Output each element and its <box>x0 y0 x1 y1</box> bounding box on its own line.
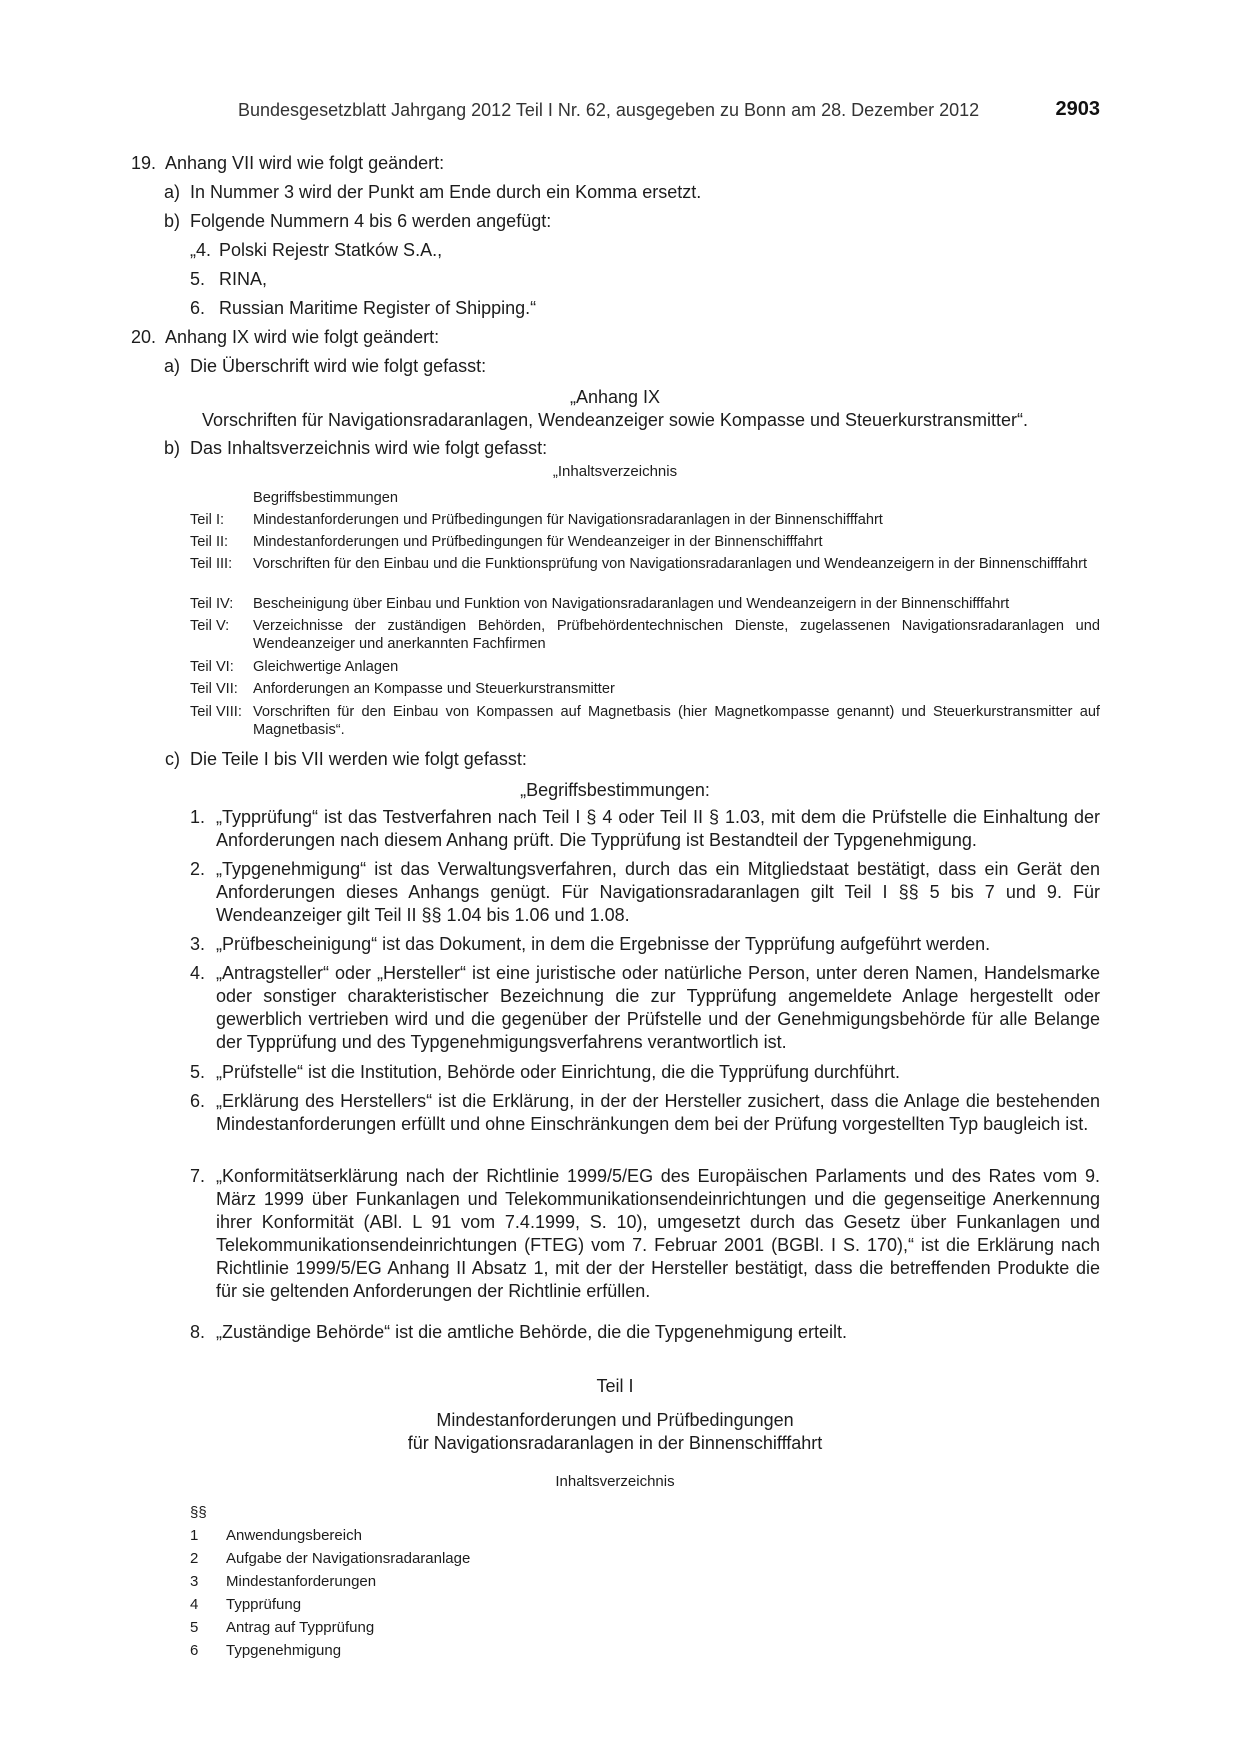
section-title: Typgenehmigung <box>226 1642 342 1659</box>
register-entry-number: „4. <box>190 240 212 260</box>
toc-label: Teil II: <box>190 534 229 550</box>
part-title: Teil I <box>596 1376 634 1396</box>
definitions-title: „Begriffsbestimmungen: <box>520 780 710 800</box>
toc-text: Vorschriften für den Einbau und die Funktionsprüfung von Navigationsradaranlagen und Wendeanzeigern in der Binnenschifffahrt <box>253 556 1088 572</box>
definition-number: 2. <box>190 859 206 879</box>
toc-label: Teil VII: <box>190 681 238 697</box>
register-entry-text: Polski Rejestr Statków S.A., <box>219 240 443 260</box>
toc-text: Gleichwertige Anlagen <box>253 659 399 675</box>
amendment-20c-label: c) <box>165 749 180 769</box>
page-number: 2903 <box>1055 98 1100 120</box>
register-entry-number: 5. <box>190 269 206 289</box>
toc-text: Mindestanforderungen und Prüfbedingungen für Wendeanzeiger in der Binnenschifffahrt <box>253 534 823 550</box>
definition-text: „Prüfbescheinigung“ ist das Dokument, in dem die Ergebnisse der Typprüfung aufgeführt werden. <box>216 934 991 954</box>
definition-text: „Typprüfung“ ist das Testverfahren nach Teil I § 4 oder Teil II § 1.03, mit dem die Prüfstelle die Einhaltung der Anforderungen nach diesem Anhang prüft. Die Typprüfung ist Bestandteil der Typgenehmigung. <box>216 807 1100 850</box>
definition-number: 8. <box>190 1322 206 1342</box>
toc-text: Vorschriften für den Einbau von Kompassen auf Magnetbasis (hier Magnetkompasse genannt) und Steuerkurstransmitter auf Magnetbasis“. <box>253 704 1100 738</box>
toc-text: Mindestanforderungen und Prüfbedingungen für Navigationsradaranlagen in der Binnenschifffahrt <box>253 512 883 528</box>
amendment-20a-text: Die Überschrift wird wie folgt gefasst: <box>190 356 487 376</box>
section-number: 2 <box>190 1550 199 1567</box>
part-subtitle-line2: für Navigationsradaranlagen in der Binnenschifffahrt <box>407 1433 823 1453</box>
amendment-19-text: Anhang VII wird wie folgt geändert: <box>165 153 445 173</box>
register-entry-number: 6. <box>190 298 206 318</box>
definition-number: 5. <box>190 1062 206 1082</box>
toc-title: „Inhaltsverzeichnis <box>552 463 678 480</box>
definition-number: 6. <box>190 1091 206 1111</box>
definition-number: 4. <box>190 963 206 983</box>
amendment-19b-text: Folgende Nummern 4 bis 6 werden angefügt: <box>190 211 552 231</box>
amendment-20b-label: b) <box>163 438 180 458</box>
amendment-20-text: Anhang IX wird wie folgt geändert: <box>165 327 440 347</box>
section-mark: §§ <box>190 1504 207 1521</box>
amendment-19a-text: In Nummer 3 wird der Punkt am Ende durch ein Komma ersetzt. <box>190 182 702 202</box>
section-title: Antrag auf Typprüfung <box>226 1619 375 1636</box>
definition-text: „Konformitätserklärung nach der Richtlinie 1999/5/EG des Europäischen Parlaments und des Rates vom 9. März 1999 über Funkanlagen und Telekommunikationsendeinrichtungen und die gegenseitige Anerkennung ihrer Konformität (ABl. L 91 vom 7.4.1999, S. 10), umgesetzt durch das Gesetz über Funkanlagen und Telekommunikationsendeinrichtungen (FTEG) vom 7. Februar 2001 (BGBl. I S. 170),“ ist die Erklärung nach Richtlinie 1999/5/EG Anhang II Absatz 1, mit der der Hersteller bestätigt, dass die betreffenden Produkte die für sie geltenden Anforderungen der Richtlinie erfüllen. <box>216 1166 1100 1301</box>
toc-label: Teil VIII: <box>190 704 242 720</box>
toc-label: Teil VI: <box>190 659 234 675</box>
amendment-20a-label: a) <box>163 356 180 376</box>
amendment-20c-text: Die Teile I bis VII werden wie folgt gefasst: <box>190 749 527 769</box>
toc-label: Teil I: <box>190 512 225 528</box>
register-entry-text: RINA, <box>219 269 268 289</box>
toc-label: Teil IV: <box>190 596 234 612</box>
section-number: 1 <box>190 1527 199 1544</box>
amendment-19-number: 19. <box>130 153 156 173</box>
part-subtitle-line1: Mindestanforderungen und Prüfbedingungen <box>436 1410 794 1430</box>
definition-number: 3. <box>190 934 206 954</box>
annex-heading-line2: Vorschriften für Navigationsradaranlagen, Wendeanzeiger sowie Kompasse und Steuerkurstransmitter“. <box>201 410 1029 430</box>
section-number: 4 <box>190 1596 199 1613</box>
part-toc-title: Inhaltsverzeichnis <box>555 1473 675 1490</box>
definition-number: 1. <box>190 807 206 827</box>
amendment-19a-label: a) <box>163 182 180 202</box>
annex-heading-line1: „Anhang IX <box>569 387 661 407</box>
definition-text: „Antragsteller“ oder „Hersteller“ ist eine juristische oder natürliche Person, unter deren Namen, Handelsmarke oder sonstiger charakteristischer Bezeichnung die zur Typprüfung angemeldete Anlage hergestellt oder gewerblich vertrieben wird und die gegenüber der Prüfstelle und der Genehmigungsbehörde für alle Belange der Typprüfung und des Typgenehmigungsverfahrens verantwortlich ist. <box>216 963 1100 1052</box>
toc-text: Begriffsbestimmungen <box>253 490 398 506</box>
definition-text: „Typgenehmigung“ ist das Verwaltungsverfahren, durch das ein Mitgliedstaat bestätigt, dass ein Gerät den Anforderungen dieses Anhangs genügt. Für Navigationsradaranlagen gilt Teil I §§ 5 bis 7 und 9. Für Wendeanzeiger gilt Teil II §§ 1.04 bis 1.06 und 1.08. <box>216 859 1100 925</box>
toc-text: Bescheinigung über Einbau und Funktion von Navigationsradaranlagen und Wendeanzeigern in der Binnenschifffahrt <box>253 596 1010 612</box>
definition-number: 7. <box>190 1166 206 1186</box>
amendment-20-number: 20. <box>130 327 156 347</box>
toc-text: Verzeichnisse der zuständigen Behörden, Prüfbehördentechnischen Dienste, zugelassenen Navigationsradaranlagen und Wendeanzeiger und anerkannten Fachfirmen <box>253 618 1100 652</box>
amendment-19b-label: b) <box>163 211 180 231</box>
section-number: 5 <box>190 1619 199 1636</box>
section-title: Anwendungsbereich <box>226 1527 362 1544</box>
section-number: 3 <box>190 1573 199 1590</box>
toc-label: Teil V: <box>190 618 230 634</box>
running-header <box>238 100 1100 128</box>
definition-text: „Erklärung des Herstellers“ ist die Erklärung, in der der Hersteller zusichert, dass die Anlage die bestehenden Mindestanforderungen erfüllt und ohne Einschränkungen dem bei der Prüfung vorgestellten Typ baugleich ist. <box>216 1091 1100 1134</box>
toc-text: Anforderungen an Kompasse und Steuerkurstransmitter <box>253 681 615 697</box>
definition-text: „Prüfstelle“ ist die Institution, Behörde oder Einrichtung, die die Typprüfung durchführt. <box>216 1062 901 1082</box>
section-title: Aufgabe der Navigationsradaranlage <box>226 1550 471 1567</box>
amendment-20b-text: Das Inhaltsverzeichnis wird wie folgt gefasst: <box>190 438 548 458</box>
toc-label: Teil III: <box>190 556 233 572</box>
register-entry-text: Russian Maritime Register of Shipping.“ <box>219 298 537 318</box>
section-title: Typprüfung <box>226 1596 302 1613</box>
section-number: 6 <box>190 1642 199 1659</box>
definition-text: „Zuständige Behörde“ ist die amtliche Behörde, die die Typgenehmigung erteilt. <box>216 1322 848 1342</box>
section-title: Mindestanforderungen <box>226 1573 377 1590</box>
header-text: Bundesgesetzblatt Jahrgang 2012 Teil I Nr. 62, ausgegeben zu Bonn am 28. Dezember 2012 <box>238 100 980 120</box>
